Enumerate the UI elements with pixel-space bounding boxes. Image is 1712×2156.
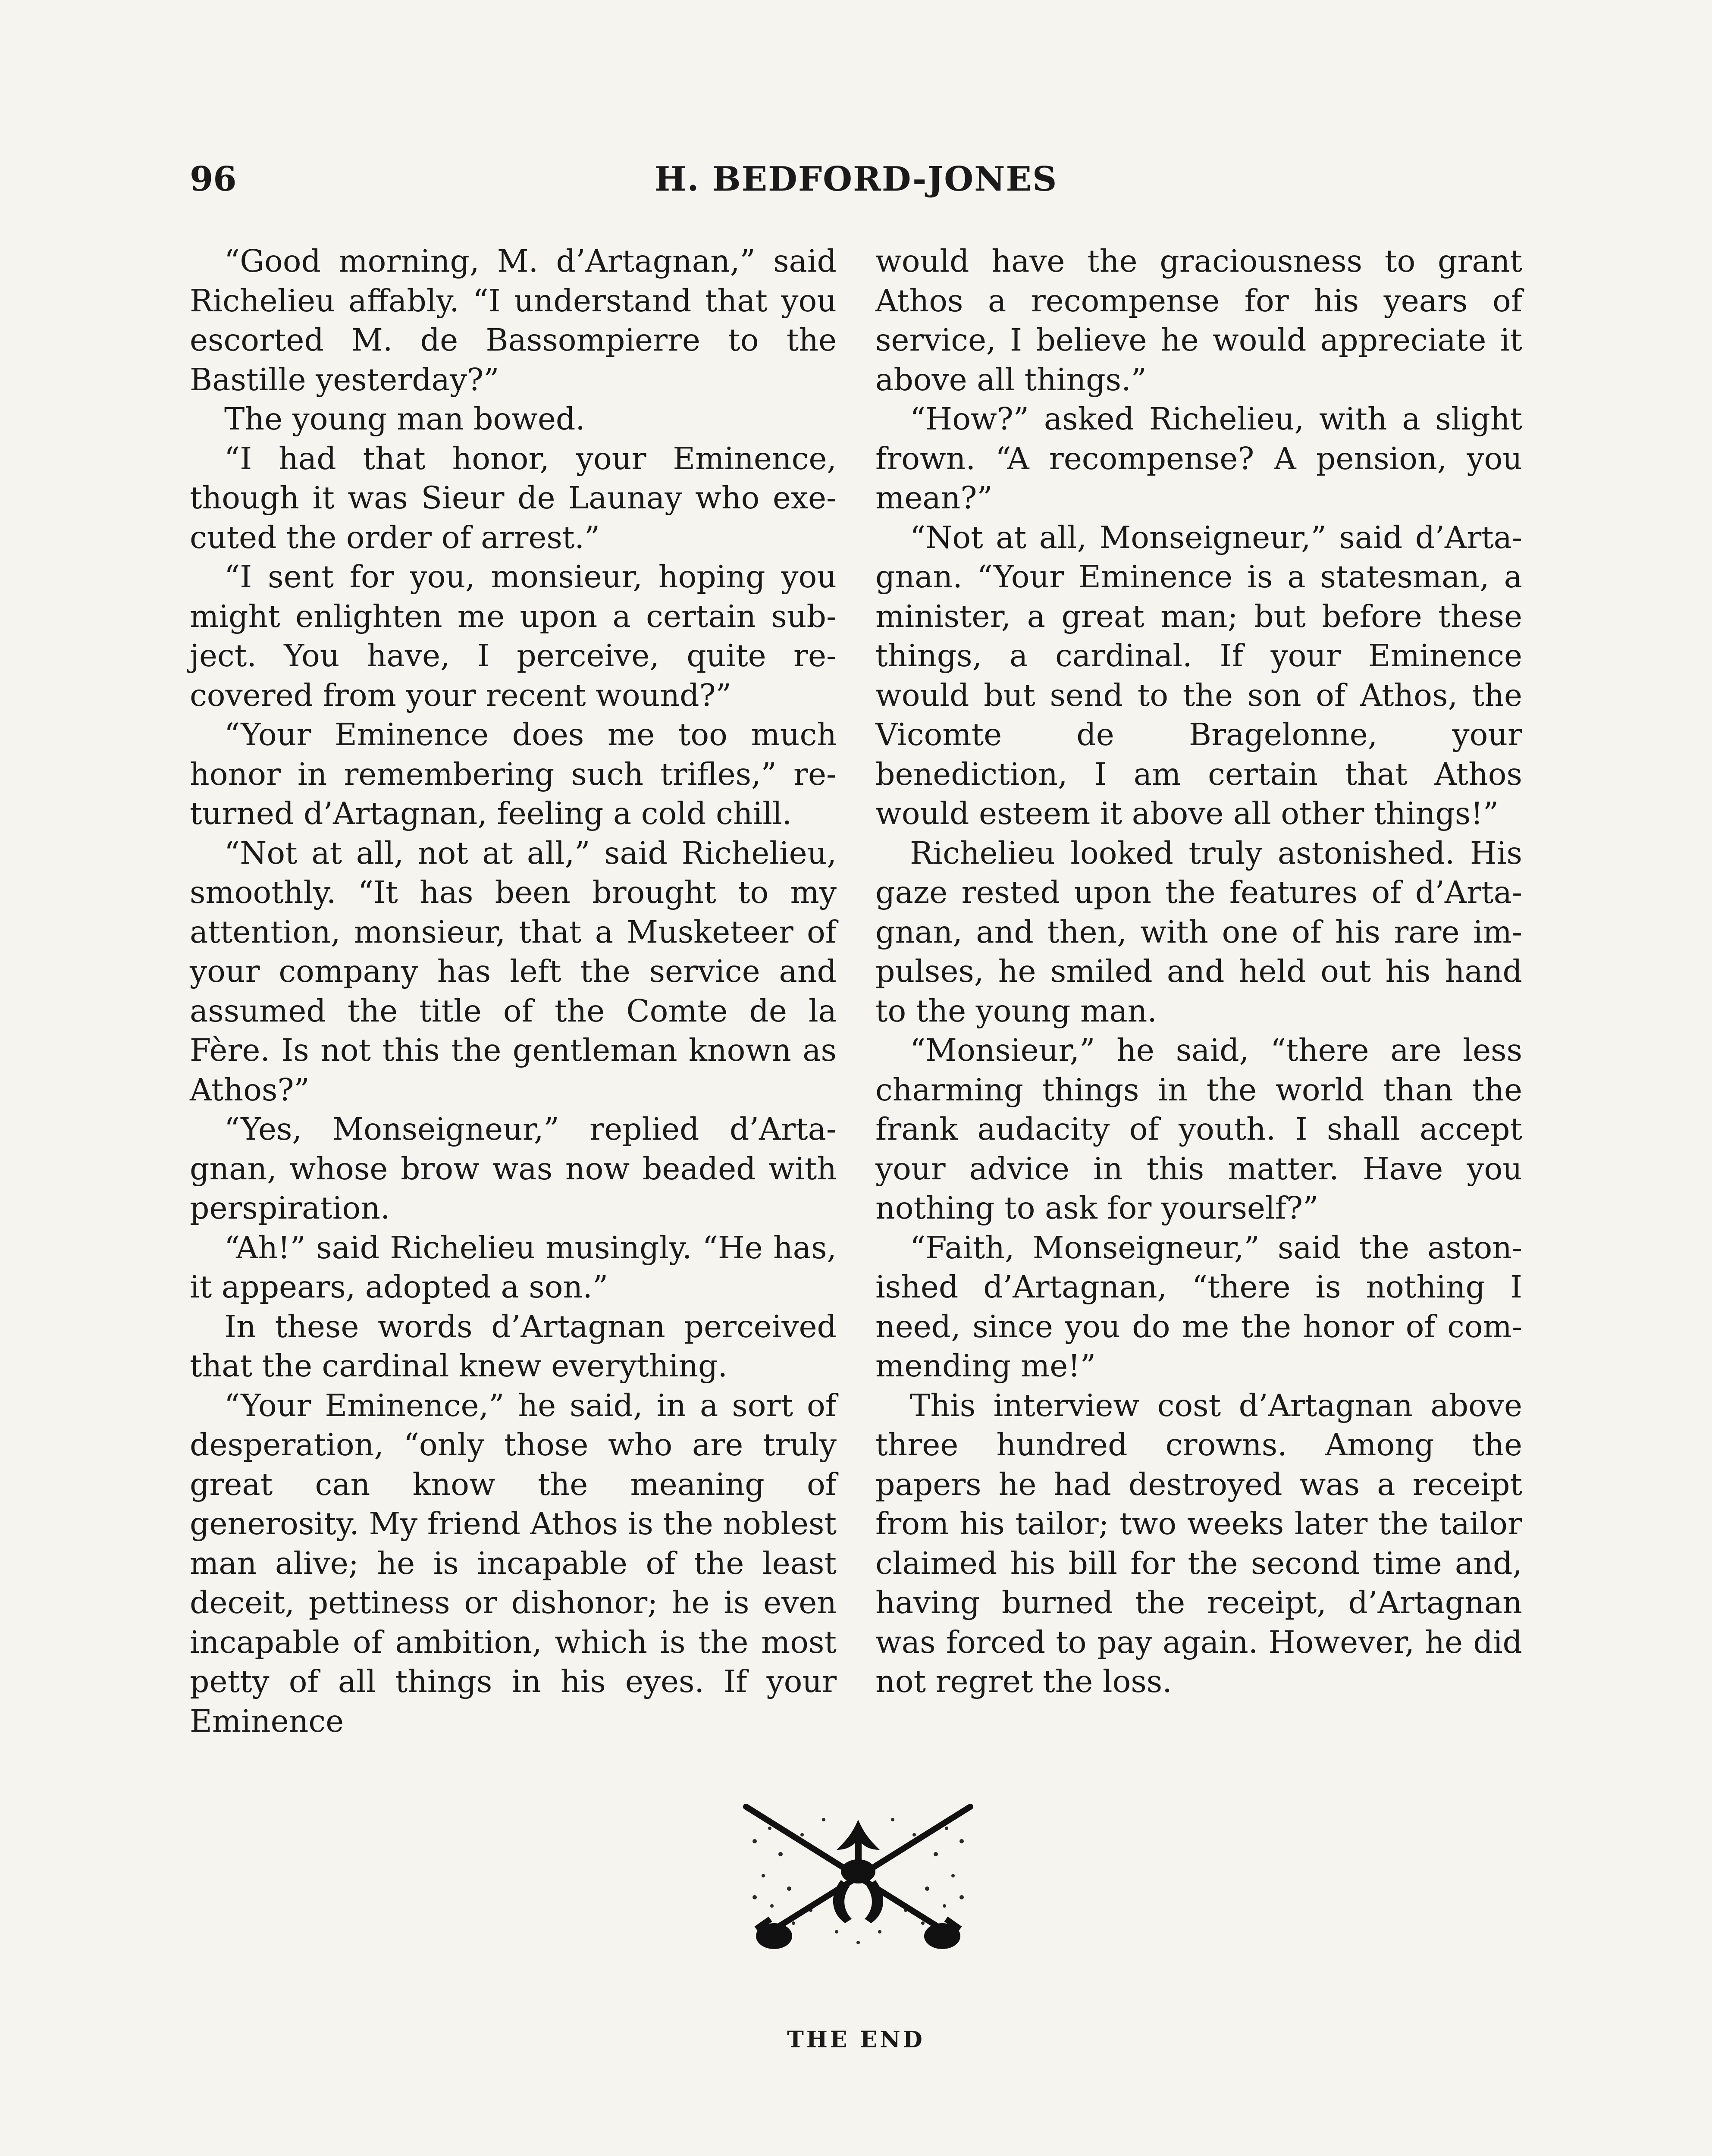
crossed-swords-fleur-de-lis-icon bbox=[729, 1794, 988, 1958]
paragraph: “Monsieur,” he said, “there are less charming things in the world than the frank audacity of youth. I shall accept your advice in this matter. Have you nothing to ask for yourself?” bbox=[875, 1032, 1522, 1226]
paragraph-continued: would have the graciousness to grant Athos a recompense for his years of service, I believe he would appreciate it above all things.” bbox=[875, 243, 1522, 398]
paragraph: “Faith, Monseigneur,” said the astonished d’Artagnan, “there is nothing I need, since you do me the honor of commending me!” bbox=[875, 1229, 1522, 1384]
paragraph: “Your Eminence does me too much honor in remembering such trifles,” returned d’Artagnan, feeling a cold chill. bbox=[190, 717, 837, 831]
paragraph: “Ah!” said Richelieu musingly. “He has, it appears, adopted a son.” bbox=[190, 1229, 837, 1305]
paragraph: “I sent for you, monsieur, hoping you might enlighten me upon a certain subject. You have, I perceive, quite recovered from your recent wound?” bbox=[190, 559, 837, 713]
paragraph: “Yes, Monseigneur,” replied d’Artagnan, whose brow was now beaded with perspiration. bbox=[190, 1111, 837, 1226]
left-column bbox=[190, 241, 837, 1741]
paragraph: “Good morning, M. d’Artagnan,” said Richelieu affably. “I understand that you escorted M. de Bassompierre to the Bastille yesterday?” bbox=[190, 243, 837, 398]
right-column bbox=[875, 241, 1522, 1702]
page-number: 96 bbox=[190, 160, 237, 199]
paragraph: The young man bowed. bbox=[224, 401, 585, 437]
paragraph: Richelieu looked truly astonished. His gaze rested upon the features of d’Artagnan, and then, with one of his rare impulses, he smiled and held out his hand to the young man. bbox=[875, 835, 1522, 1029]
paragraph: In these words d’Artagnan perceived that the cardinal knew everything. bbox=[190, 1308, 837, 1384]
running-head: H. BEDFORD-JONES bbox=[654, 160, 1058, 199]
paragraph: “Your Eminence,” he said, in a sort of desperation, “only those who are truly great can know the meaning of generosity. My friend Athos is the noblest man alive; he is incapable of the least deceit, pettiness or dishonor; he is even incapable of ambition, which is the most petty of all things in his eyes. If your Eminence bbox=[190, 1387, 837, 1739]
paragraph: “Not at all, not at all,” said Richelieu, smoothly. “It has been brought to my attention, monsieur, that a Musketeer of your company has left the service and assumed the title of the Comte de la Fère. Is not this the gentleman known as Athos?” bbox=[190, 835, 837, 1108]
paragraph: “I had that honor, your Eminence, though it was Sieur de Launay who executed the order of arrest.” bbox=[190, 440, 837, 555]
paragraph: “Not at all, Monseigneur,” said d’Artagnan. “Your Eminence is a statesman, a minister, a great man; but before these things, a cardinal. If your Eminence would but send to the son of Athos, the Vicomte de Bragelonne, your benediction, I am certain that Athos would esteem it above all other things!” bbox=[875, 519, 1522, 831]
the-end: THE END bbox=[787, 2027, 925, 2053]
paragraph: This interview cost d’Artagnan above three hundred crowns. Among the papers he had destroyed was a receipt from his tailor; two weeks later the tailor claimed his bill for the second time and, having burned the receipt, d’Artagnan was forced to pay again. However, he did not regret the loss. bbox=[875, 1387, 1522, 1699]
paragraph: “How?” asked Richelieu, with a slight frown. “A recompense? A pension, you mean?” bbox=[875, 401, 1522, 516]
